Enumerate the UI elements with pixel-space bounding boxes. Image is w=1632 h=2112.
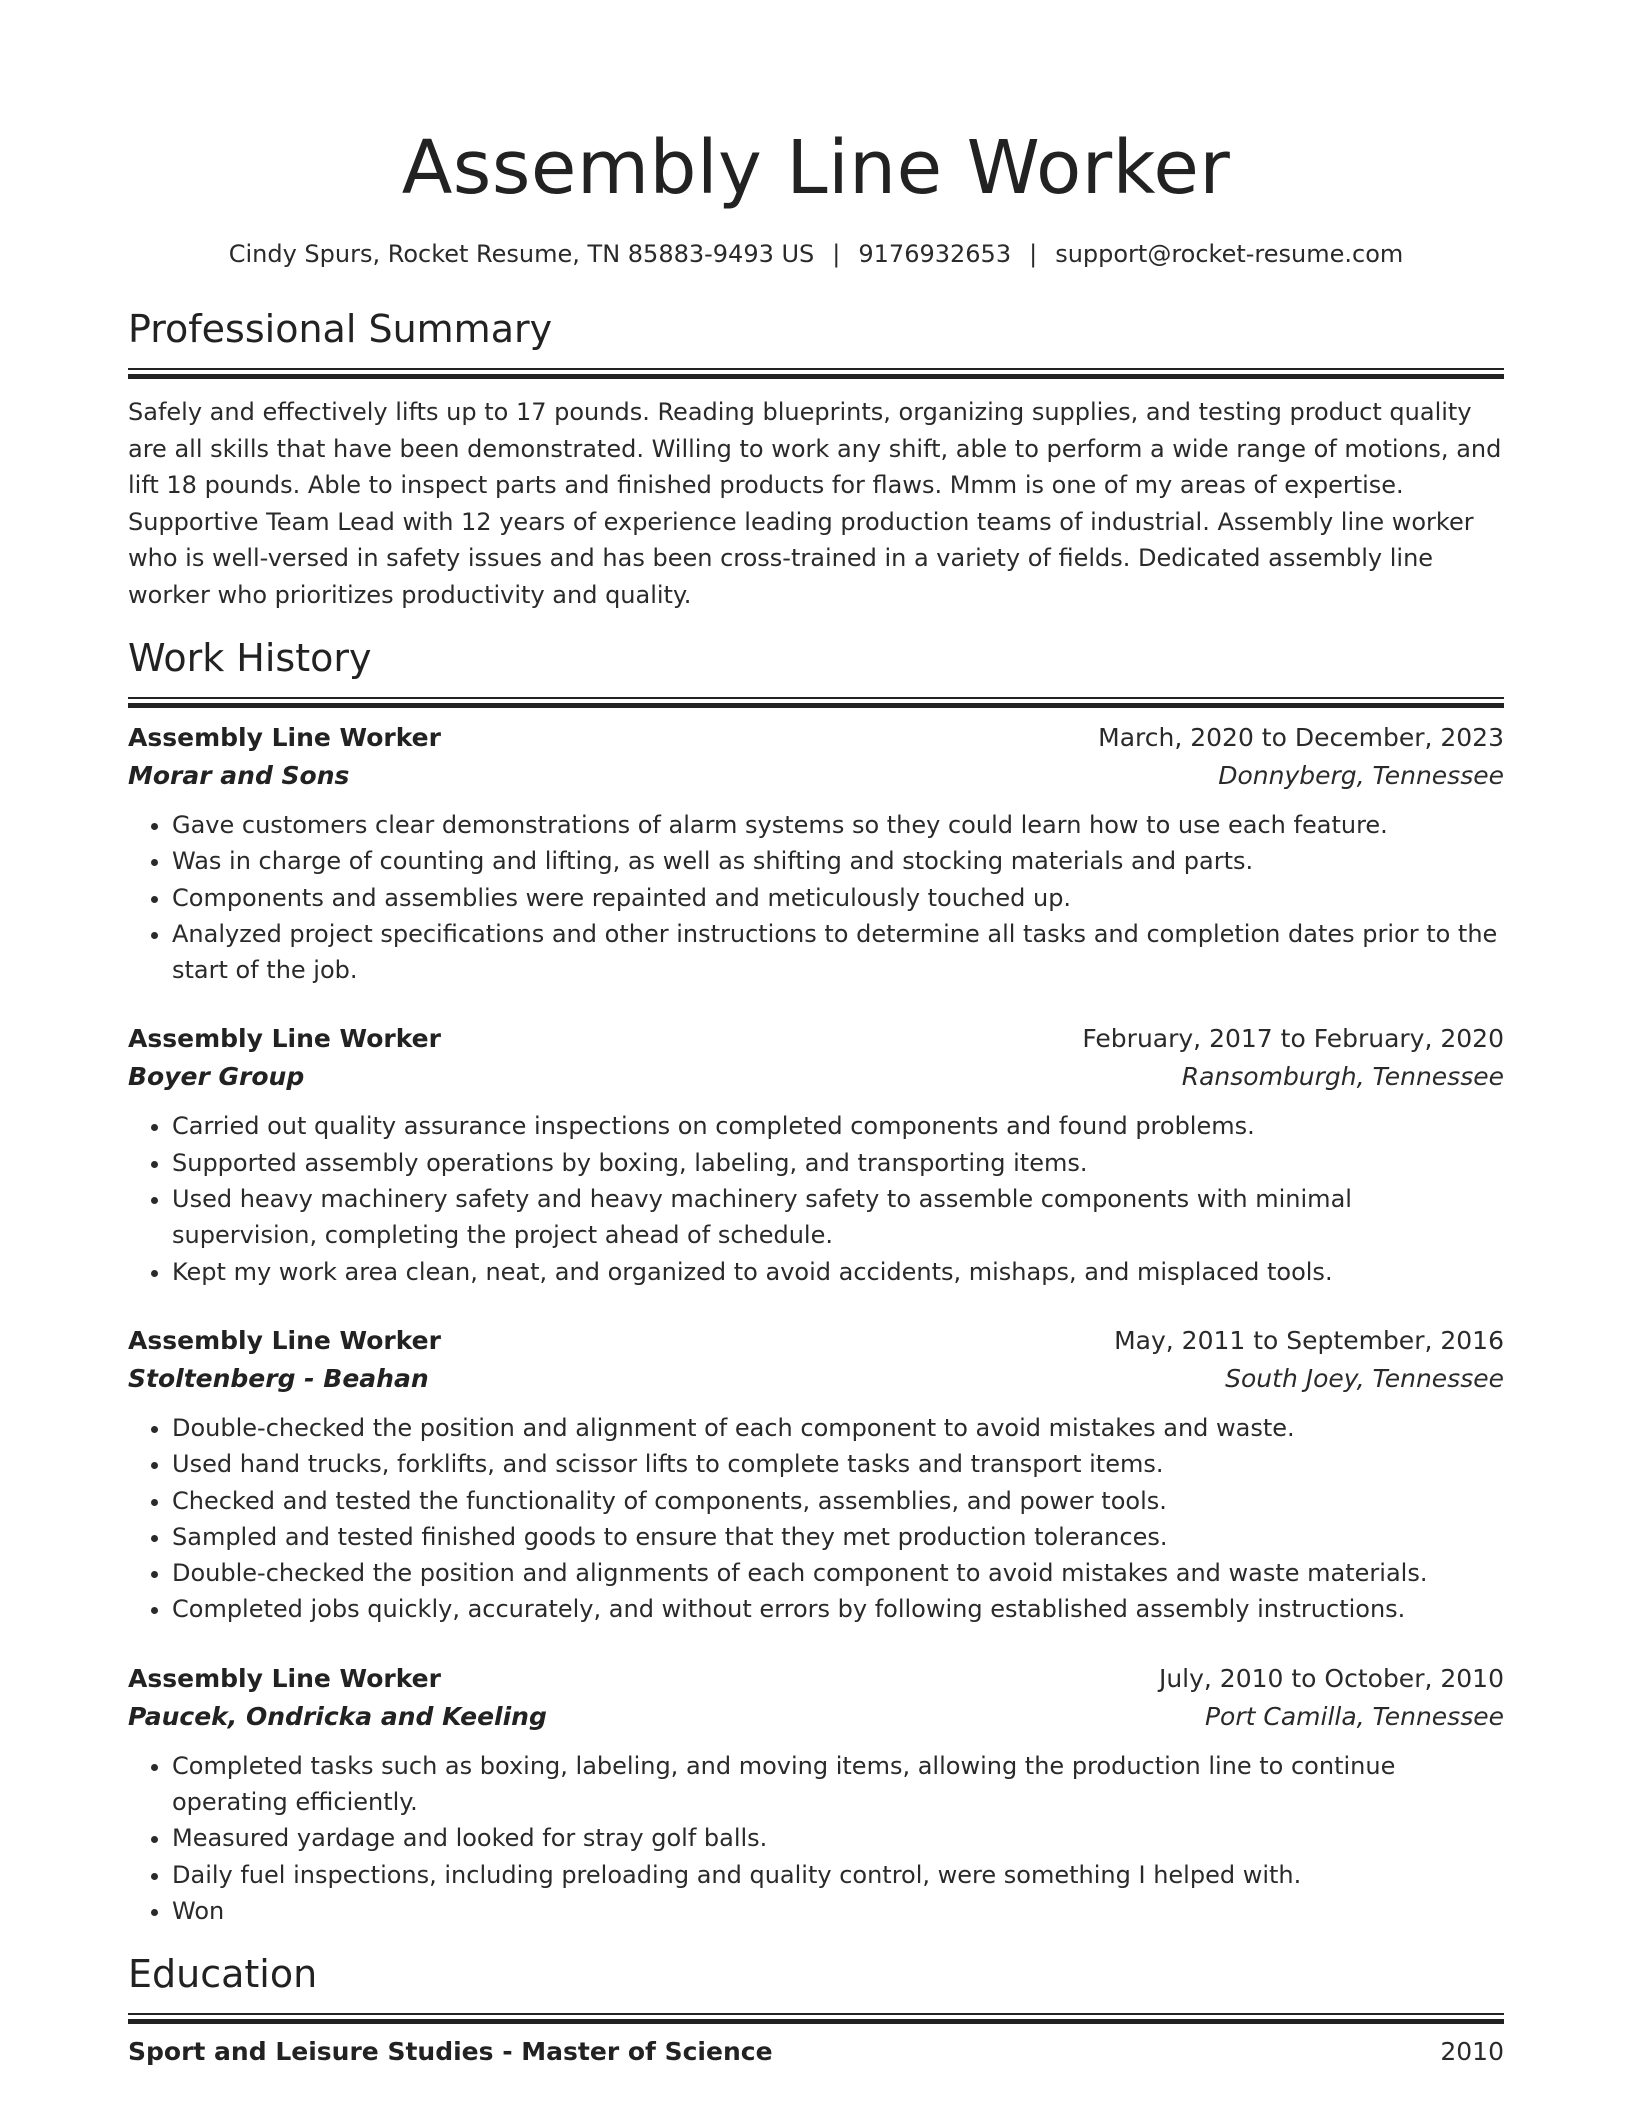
job-subheader-row <box>128 1698 1504 1736</box>
job-bullet-list <box>128 1748 1504 1929</box>
job-bullet-item: • Kept my work area clean, neat, and organized to avoid accidents, mishaps, and misplaced tools. <box>172 1254 1504 1290</box>
education-degree: Sport and Leisure Studies - Master of Science <box>128 2037 773 2067</box>
job-location: Donnyberg, Tennessee <box>1218 761 1504 790</box>
education-heading: Education <box>128 1952 318 1997</box>
job-entry <box>128 1020 1504 1289</box>
job-company: Boyer Group <box>128 1062 305 1092</box>
job-bullet-item: • Checked and tested the functionality of components, assemblies, and power tools. <box>172 1483 1504 1519</box>
education-section <box>128 1949 1504 2071</box>
resume-page <box>128 0 1504 2071</box>
job-bullet-item: • Used heavy machinery safety and heavy machinery safety to assemble components with minimal supervision, completing the project ahead of schedule. <box>172 1181 1504 1254</box>
job-title: Assembly Line Worker <box>128 1024 441 1054</box>
job-bullet-item: • Supported assembly operations by boxing, labeling, and transporting items. <box>172 1145 1504 1181</box>
job-bullet-item: • Won <box>172 1893 1504 1929</box>
job-dates: May, 2011 to September, 2016 <box>1114 1325 1504 1355</box>
job-subheader-row <box>128 1058 1504 1096</box>
work-history-section <box>128 633 1504 1929</box>
education-list <box>128 2033 1504 2071</box>
contact-email: support@rocket-resume.com <box>1055 240 1404 268</box>
job-dates: February, 2017 to February, 2020 <box>1082 1024 1504 1054</box>
summary-section <box>128 304 1504 613</box>
job-header-row <box>128 1322 1504 1360</box>
job-bullet-item: • Sampled and tested finished goods to ensure that they met production tolerances. <box>172 1519 1504 1555</box>
education-entry <box>128 2033 1504 2071</box>
contact-address: Cindy Spurs, Rocket Resume, TN 85883-9493 US <box>228 240 815 268</box>
job-bullet-item: • Double-checked the position and alignments of each component to avoid mistakes and waste materials. <box>172 1555 1504 1591</box>
job-bullet-item: • Daily fuel inspections, including preloading and quality control, were something I helped with. <box>172 1857 1504 1893</box>
job-company: Stoltenberg - Beahan <box>128 1363 429 1393</box>
summary-text: Safely and effectively lifts up to 17 pounds. Reading blueprints, organizing supplies, and testing product quality are all skills that have been demonstrated. Willing to work any shift, able to perform a wide range of motions, and lift 18 pounds. Able to inspect parts and finished products for flaws. Mmm is one of my areas of expertise. Supportive Team Lead with 12 years of experience leading production teams of industrial. Assembly line worker who is well-versed in safety issues and has been cross-trained in a variety of fields. Dedicated assembly line worker who prioritizes productivity and quality. <box>128 398 1502 609</box>
job-subheader-row <box>128 757 1504 795</box>
job-bullet-list <box>128 807 1504 988</box>
job-bullet-item: • Used hand trucks, forklifts, and scissor lifts to complete tasks and transport items. <box>172 1446 1504 1482</box>
section-divider <box>128 697 1504 699</box>
job-dates: July, 2010 to October, 2010 <box>1158 1663 1504 1693</box>
job-title: Assembly Line Worker <box>128 1325 441 1355</box>
job-entry <box>128 719 1504 988</box>
job-dates: March, 2020 to December, 2023 <box>1098 723 1504 752</box>
contact-separator: | <box>1029 240 1038 268</box>
job-title: Assembly Line Worker <box>128 1663 441 1693</box>
contact-line <box>128 238 1504 270</box>
job-bullet-item: • Was in charge of counting and lifting, as well as shifting and stocking materials and parts. <box>172 843 1504 879</box>
job-bullet-item: • Completed tasks such as boxing, labeling, and moving items, allowing the production line to continue operating efficiently. <box>172 1748 1504 1821</box>
summary-heading: Professional Summary <box>128 307 553 351</box>
job-location: Ransomburgh, Tennessee <box>1181 1062 1504 1092</box>
job-header-row <box>128 1020 1504 1058</box>
job-entry <box>128 1660 1504 1929</box>
job-title: Assembly Line Worker <box>128 723 441 752</box>
job-bullet-item: • Analyzed project specifications and other instructions to determine all tasks and completion dates prior to the start of the job. <box>172 916 1504 989</box>
work-history-heading: Work History <box>128 636 372 680</box>
section-divider <box>128 368 1504 370</box>
job-bullet-list <box>128 1410 1504 1628</box>
job-bullet-item: • Components and assemblies were repainted and meticulously touched up. <box>172 880 1504 916</box>
contact-phone: 9176932653 <box>858 240 1012 268</box>
job-location: Port Camilla, Tennessee <box>1204 1701 1504 1731</box>
job-company: Paucek, Ondricka and Keeling <box>128 1701 547 1731</box>
job-company: Morar and Sons <box>128 761 350 790</box>
job-header-row <box>128 1660 1504 1698</box>
contact-separator: | <box>832 240 841 268</box>
job-bullet-item: • Carried out quality assurance inspections on completed components and found problems. <box>172 1108 1504 1144</box>
resume-name: Assembly Line Worker <box>401 125 1231 211</box>
job-list <box>128 719 1504 1929</box>
education-year: 2010 <box>1440 2037 1504 2067</box>
job-bullet-item: • Double-checked the position and alignment of each component to avoid mistakes and waste. <box>172 1410 1504 1446</box>
job-header-row <box>128 719 1504 757</box>
job-entry <box>128 1322 1504 1628</box>
job-subheader-row <box>128 1360 1504 1398</box>
job-bullet-item: • Gave customers clear demonstrations of alarm systems so they could learn how to use each feature. <box>172 807 1504 843</box>
section-divider <box>128 2013 1504 2015</box>
job-location: South Joey, Tennessee <box>1225 1363 1504 1393</box>
job-bullet-list <box>128 1108 1504 1289</box>
job-bullet-item: • Completed jobs quickly, accurately, and without errors by following established assembly instructions. <box>172 1591 1504 1627</box>
job-bullet-item: • Measured yardage and looked for stray golf balls. <box>172 1820 1504 1856</box>
